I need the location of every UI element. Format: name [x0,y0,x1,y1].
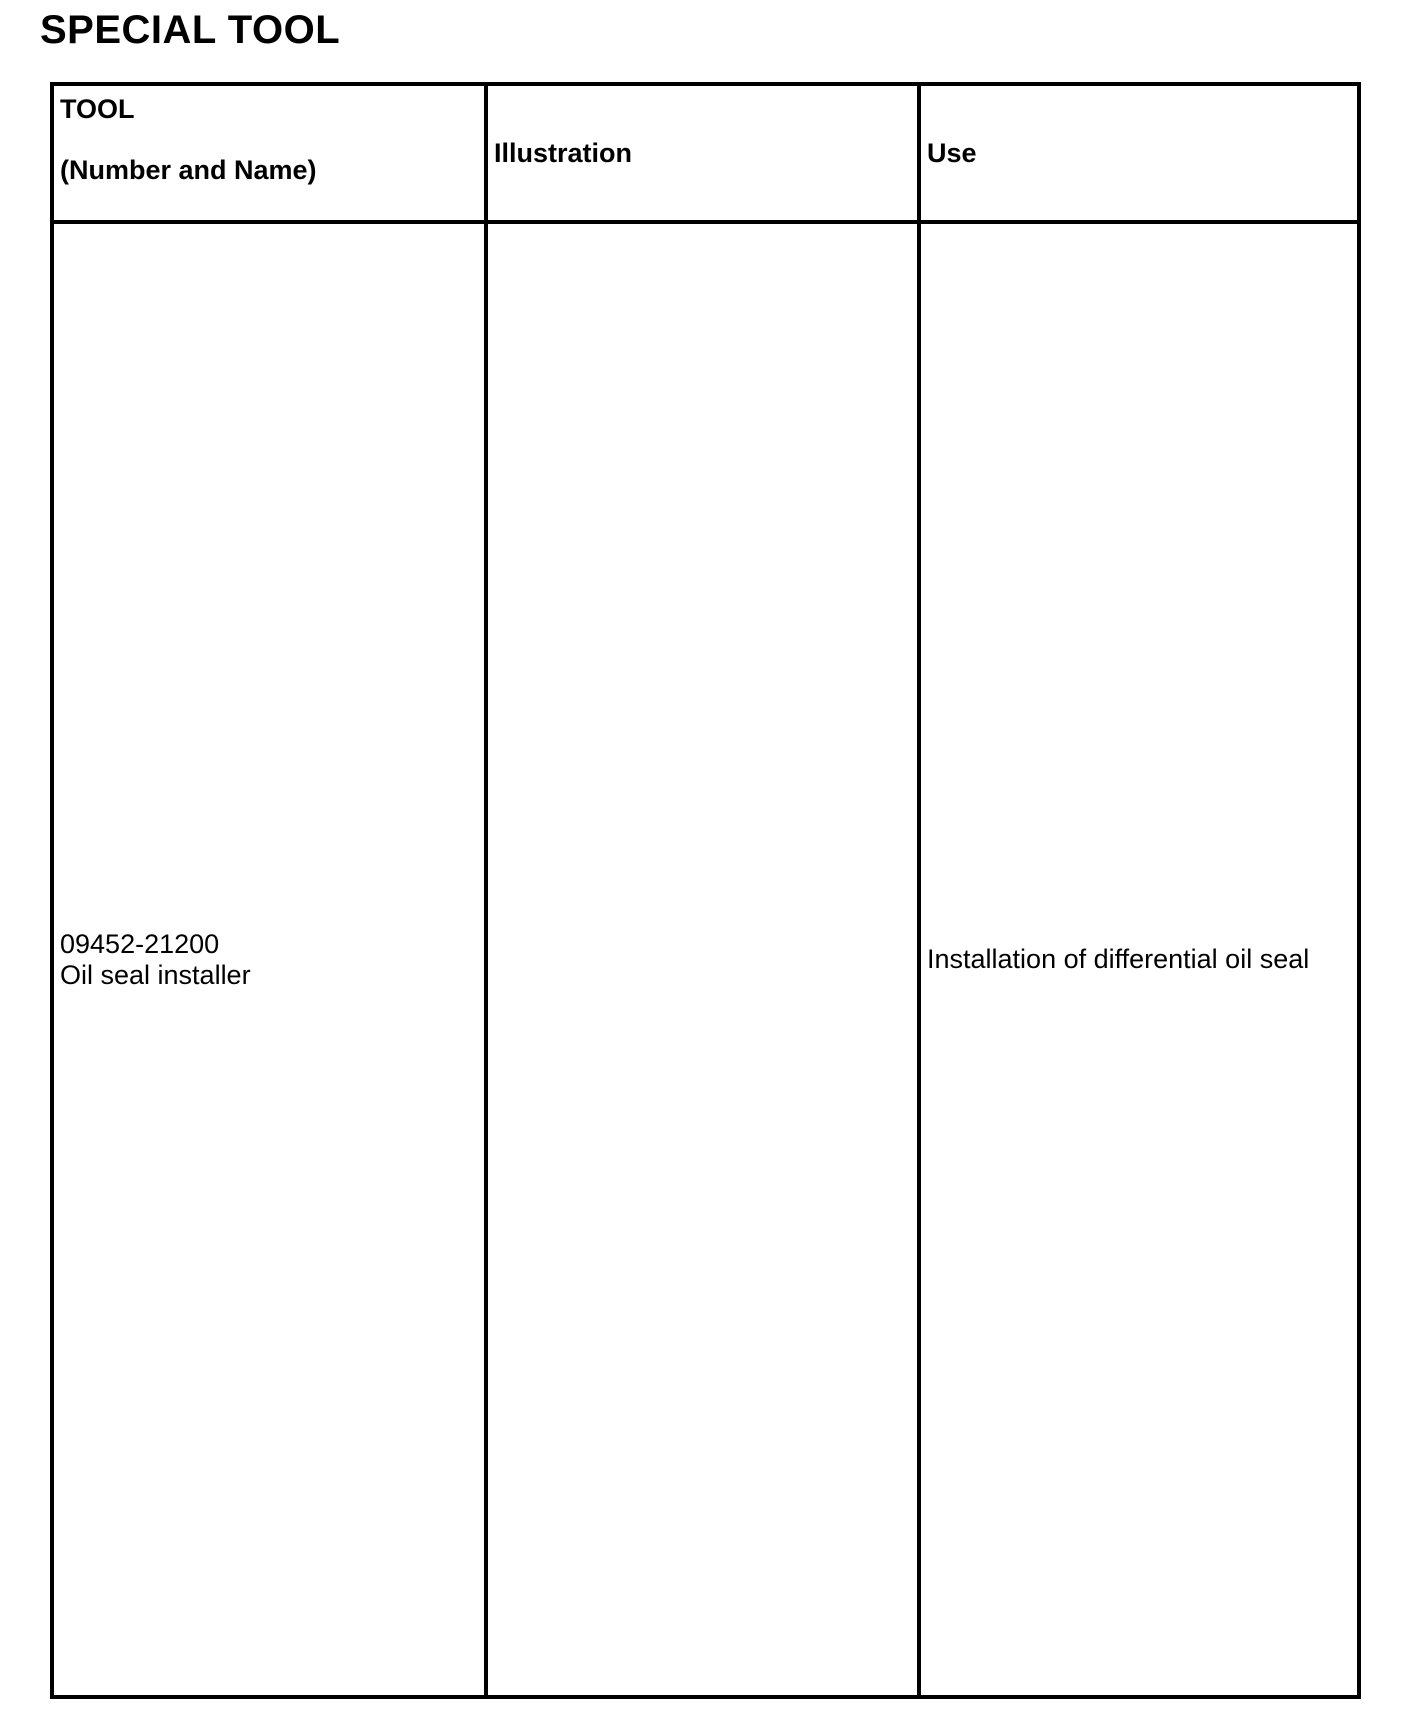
header-illustration: Illustration [486,84,919,222]
use-cell: Installation of differential oil seal [919,222,1359,1697]
table-header-row [52,84,1359,222]
tool-number: 09452-21200 [60,928,220,959]
table-row [52,222,1359,1697]
illustration-cell [486,222,919,1697]
tool-cell [52,222,486,1697]
special-tool-table [50,82,1361,1699]
header-tool-sublabel: (Number and Name) [60,155,317,185]
tool-name: Oil seal installer [60,959,251,990]
header-tool-label: TOOL [60,94,135,124]
header-tool [52,84,486,222]
header-use: Use [919,84,1359,222]
page-title: SPECIAL TOOL [40,8,341,52]
